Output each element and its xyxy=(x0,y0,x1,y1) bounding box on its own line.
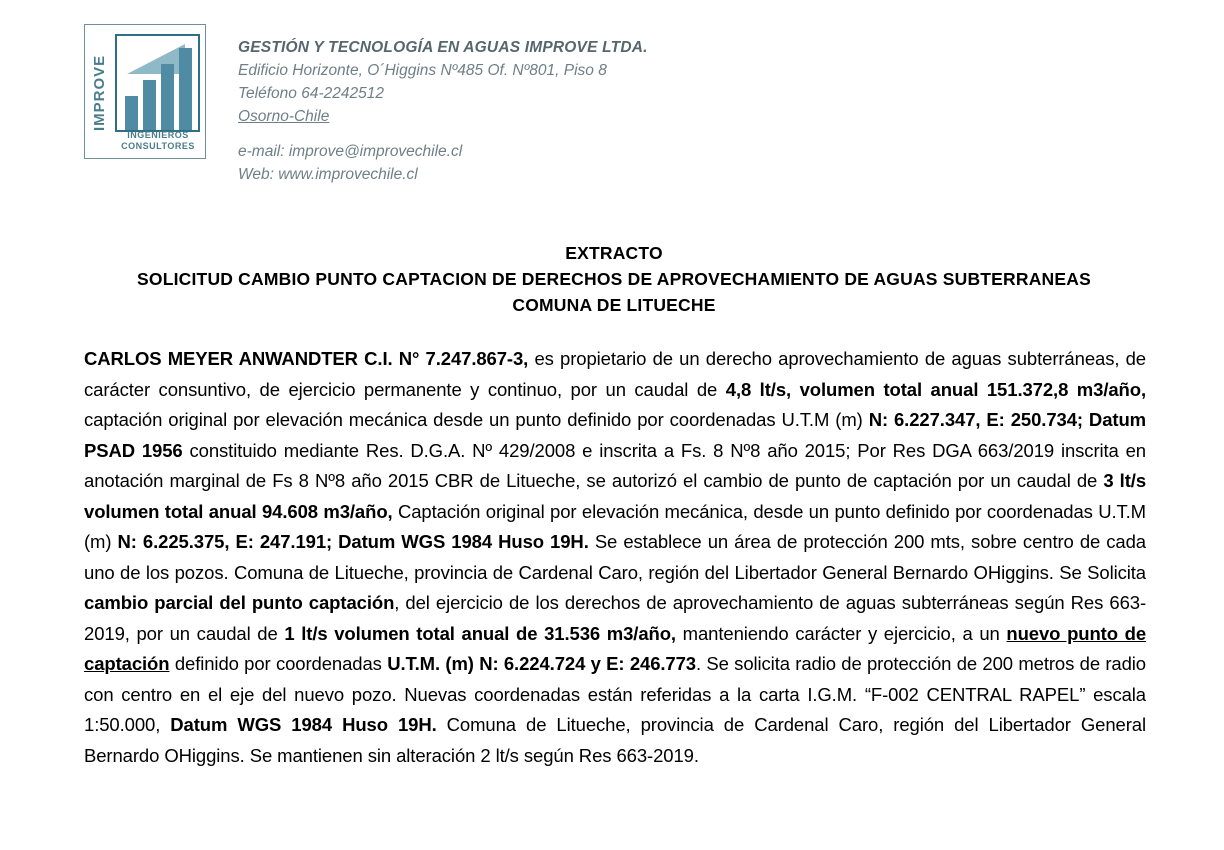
body-segment: Datum WGS 1984 Huso 19H. xyxy=(170,714,437,735)
body-segment: CARLOS MEYER ANWANDTER C.I. N° 7.247.867-3, xyxy=(84,348,529,369)
title-line-3: COMUNA DE LITUECHE xyxy=(512,295,716,315)
logo-chart-graphic xyxy=(115,34,200,132)
title-line-2: SOLICITUD CAMBIO PUNTO CAPTACION DE DERECHOS DE APROVECHAMIENTO DE AGUAS SUBTERRANEAS xyxy=(137,269,1091,289)
logo-bar-3 xyxy=(161,64,174,130)
company-address: Edificio Horizonte, O´Higgins Nº485 Of. Nº801, Piso 8 xyxy=(238,62,607,79)
letterhead-details xyxy=(238,24,648,186)
document-body xyxy=(84,344,1146,771)
body-segment: nuevo punto de captación xyxy=(84,622,1147,674)
logo-subtitle-line-1: INGENIEROS xyxy=(127,130,189,140)
company-city: Osorno-Chile xyxy=(238,108,330,125)
body-segment: , del ejercicio de los derechos de aprovechamiento de aguas subterráneas según Res 663-2019, por un caudal de xyxy=(84,592,1147,644)
letterhead xyxy=(84,24,648,186)
logo-wordmark: IMPROVE xyxy=(91,54,108,132)
body-segment: es propietario de un derecho aprovechamiento de aguas subterráneas, de carácter consuntivo, de ejercicio permanente y continuo, por un caudal de xyxy=(84,348,1146,400)
logo-subtitle xyxy=(113,130,203,152)
logo-triangle-shape xyxy=(127,44,185,74)
logo-bar-4 xyxy=(179,48,192,130)
company-web: Web: www.improvechile.cl xyxy=(238,166,418,183)
body-segment: . Se solicita radio de protección de 200 metros de radio con centro en el eje del nuevo pozo. Nuevas coordenadas están referidas a la carta I.G.M. “F-002 CENTRAL RAPEL” escala 1:50.000, xyxy=(84,653,1146,735)
body-segment: 1 lt/s volumen total anual de 31.536 m3/año, xyxy=(284,622,676,644)
company-email: e-mail: improve@improvechile.cl xyxy=(238,143,463,160)
body-segment: definido por coordenadas xyxy=(169,653,388,674)
title-line-1: EXTRACTO xyxy=(565,243,663,263)
body-segment: U.T.M. (m) N: 6.224.724 y E: 246.773 xyxy=(387,653,696,674)
body-segment: 3 lt/s volumen total anual 94.608 m3/año, xyxy=(84,470,1147,522)
company-logo xyxy=(84,24,206,159)
body-segment: Comuna de Litueche, provincia de Cardenal Caro, región del Libertador General Bernardo OHiggins. Se mantienen sin alteración 2 lt/s según Res 663-2019. xyxy=(84,714,1146,766)
company-name: GESTIÓN Y TECNOLOGÍA EN AGUAS IMPROVE LTDA. xyxy=(238,39,648,56)
logo-subtitle-line-2: CONSULTORES xyxy=(121,141,195,151)
body-segment: constituido mediante Res. D.G.A. Nº 429/2008 e inscrita a Fs. 8 Nº8 año 2015; Por Res DGA 663/2019 inscrita en anotación marginal de Fs 8 Nº8 año 2015 CBR de Litueche, se autorizó el cambio de punto de captación por un caudal de xyxy=(84,439,1146,491)
document-title xyxy=(84,240,1144,318)
letterhead-spacer xyxy=(238,128,648,140)
body-segment: 4,8 lt/s, volumen total anual 151.372,8 m3/año, xyxy=(725,378,1147,400)
body-segment: N: 6.227.347, E: 250.734; Datum PSAD 1956 xyxy=(84,409,1146,461)
body-segment: cambio parcial del punto captación xyxy=(84,592,395,613)
company-phone: Teléfono 64-2242512 xyxy=(238,85,384,102)
body-segment: N: 6.225.375, E: 247.191; Datum WGS 1984 Huso 19H. xyxy=(117,531,589,552)
logo-bar-1 xyxy=(125,96,138,130)
logo-bar-2 xyxy=(143,80,156,130)
body-segment: manteniendo carácter y ejercicio, a un xyxy=(675,622,1007,644)
body-segment: captación original por elevación mecánica desde un punto definido por coordenadas U.T.M (m) xyxy=(84,409,869,430)
body-segment: Se establece un área de protección 200 mts, sobre centro de cada uno de los pozos. Comuna de Litueche, provincia de Cardenal Caro, región del Libertador General Bernardo OHiggins. Se Solicita xyxy=(84,531,1146,583)
body-segment: Captación original por elevación mecánica, desde un punto definido por coordenadas U.T.M (m) xyxy=(84,500,1146,552)
